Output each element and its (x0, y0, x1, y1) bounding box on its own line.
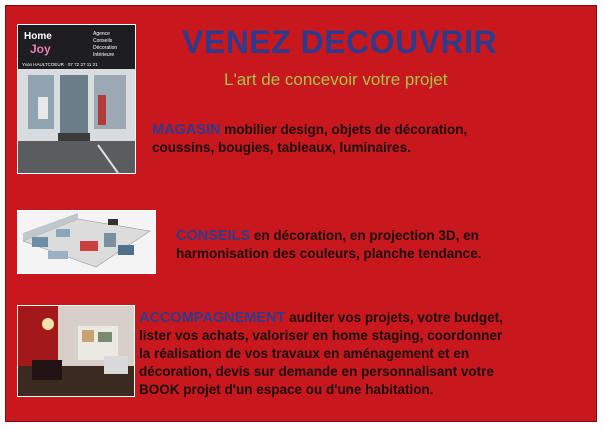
sign-line-4: Intérieure (93, 52, 115, 58)
section-text: coussins, bougies, tableaux, luminaires. (152, 140, 411, 155)
section-accompagnement-line1 (139, 309, 594, 327)
brand-joy-text: Joy (30, 42, 51, 56)
page-title: VENEZ DECOUVRIR (182, 24, 498, 60)
section-conseils (176, 227, 576, 263)
sign-line-2: Conseils (93, 38, 113, 44)
section-text: harmonisation des couleurs, planche tendance. (176, 246, 482, 261)
section-conseils-line1 (176, 227, 576, 245)
section-keyword: CONSEILS (176, 228, 251, 244)
storefront-photo (17, 24, 136, 174)
section-keyword: ACCOMPAGNEMENT (139, 310, 286, 326)
section-magasin-line1 (152, 121, 572, 139)
sign-line-1: Agence (93, 31, 110, 37)
flyer-panel (5, 5, 597, 422)
section-accompagnement (139, 309, 594, 399)
section-text: auditer vos projets, votre budget, (285, 310, 503, 325)
section-text: décoration, devis sur demande en personnalisant votre (139, 364, 494, 379)
section-text: BOOK projet d'un espace ou d'une habitation. (139, 382, 434, 397)
sign-line-3: Décoration (93, 45, 118, 51)
3d-room-illustration (18, 211, 155, 273)
interior-illustration (18, 306, 134, 396)
section-text: en décoration, en projection 3D, en (250, 228, 479, 243)
section-text: mobilier design, objets de décoration, (220, 122, 468, 137)
section-text: la réalisation de vos travaux en aménagement et en (139, 346, 470, 361)
section-keyword: MAGASIN (152, 122, 221, 138)
section-magasin (152, 121, 572, 157)
brand-home-text: Home (24, 31, 52, 42)
storefront-illustration (18, 25, 135, 173)
3d-projection-image (17, 210, 156, 274)
interior-photo (17, 305, 135, 397)
section-text: lister vos achats, valoriser en home staging, coordonner (139, 328, 503, 343)
owner-line: Yvon HAULTCOEUR · 07 72 27 11 21 (22, 62, 98, 67)
page-subtitle: L'art de concevoir votre projet (224, 70, 448, 89)
